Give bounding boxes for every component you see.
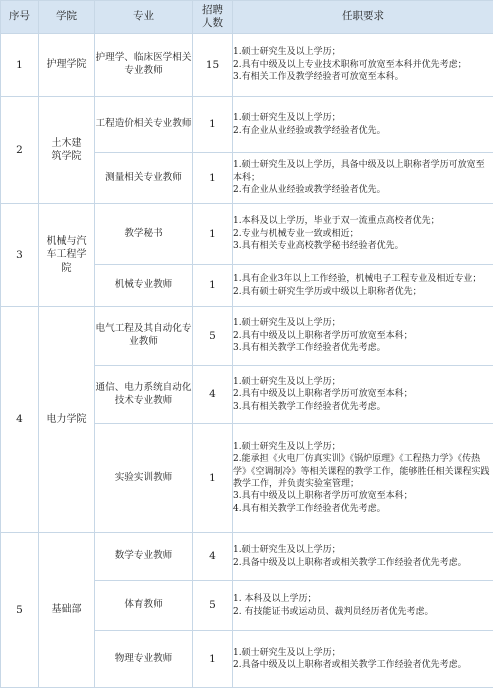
table-row [1,34,493,97]
requirement-line: 2.有企业从业经验或教学经验者优先。 [233,125,493,137]
cell-quota: 5 [193,307,233,366]
requirement-line: 2.具备中级及以上职称者或相关教学工作经验者优先考虑。 [233,659,493,671]
requirement-line: 1.硕士研究生及以上学历； [233,317,493,329]
cell-requirements [233,631,493,688]
cell-quota: 1 [193,265,233,307]
cell-quota: 5 [193,581,233,631]
cell-college: 土木建筑学院 [39,97,95,204]
requirement-line: 3.具有相关教学工作经验者优先考虑。 [233,401,493,413]
requirement-line: 2.具有中级及以上职称者学历可放宽至本科； [233,388,493,400]
requirement-line: 2. 有技能证书或运动员、裁判员经历者优先考虑。 [233,606,493,618]
cell-major: 物理专业教师 [95,631,193,688]
requirement-line: 1.硕士研究生及以上学历； [233,376,493,388]
cell-requirements [233,307,493,366]
requirement-line: 3.具有相关教学工作经验者优先考虑。 [233,342,493,354]
cell-major: 机械专业教师 [95,265,193,307]
requirement-line: 4.具有相关教学工作经验者优先考虑。 [233,503,493,515]
requirement-line: 2.具有硕士研究生学历或中级以上职称者优先； [233,286,493,298]
cell-requirements [233,153,493,204]
requirement-line: 2.能承担《火电厂仿真实训》《锅炉原理》《工程热力学》《传热学》《空调制冷》等相关课程的教学工作，能够胜任相关课程实践教学工作，并负责实验室管理； [233,453,493,490]
requirement-line: 1.硕士研究生及以上学历； [233,112,493,124]
requirement-line: 1.硕士研究生及以上学历； [233,544,493,556]
cell-index: 3 [1,204,39,307]
requirement-line: 3.有相关工作及教学经验者可放宽至本科。 [233,71,493,83]
cell-college: 基础部 [39,533,95,688]
cell-quota: 1 [193,631,233,688]
cell-requirements [233,97,493,153]
cell-major: 护理学、临床医学相关专业教师 [95,34,193,97]
cell-requirements [233,424,493,533]
requirement-line: 1.具有企业3年以上工作经验，机械电子工程专业及相近专业； [233,273,493,285]
cell-major: 工程造价相关专业教师 [95,97,193,153]
table-row [1,97,493,153]
cell-index: 4 [1,307,39,533]
cell-quota: 4 [193,533,233,581]
table-row [1,533,493,581]
table-row [1,307,493,366]
cell-index: 1 [1,34,39,97]
cell-quota: 1 [193,97,233,153]
cell-major: 体育教师 [95,581,193,631]
requirement-line: 3.具有中级及以上职称者学历可放宽至本科； [233,490,493,502]
cell-major: 测量相关专业教师 [95,153,193,204]
cell-requirements [233,533,493,581]
requirement-line: 2.专业与机械专业一致或相近； [233,228,493,240]
cell-index: 2 [1,97,39,204]
cell-college: 护理学院 [39,34,95,97]
requirement-line: 1. 本科及以上学历； [233,593,493,605]
cell-quota: 1 [193,153,233,204]
requirement-line: 2.有企业从业经验或教学经验者优先。 [233,184,493,196]
requirement-line: 2.具有中级及以上职称者学历可放宽至本科； [233,330,493,342]
requirement-line: 1.硕士研究生及以上学历，具备中级及以上职称者学历可放宽至本科； [233,159,493,184]
table-body [1,34,493,688]
requirement-line: 3.具有相关专业高校教学秘书经验者优先。 [233,240,493,252]
cell-quota: 4 [193,366,233,424]
table-row [1,204,493,265]
cell-requirements [233,366,493,424]
requirement-line: 1.本科及以上学历，毕业于双一流重点高校者优先； [233,215,493,227]
cell-requirements [233,581,493,631]
cell-major: 通信、电力系统自动化技术专业教师 [95,366,193,424]
requirement-line: 1.硕士研究生及以上学历； [233,46,493,58]
cell-college: 电力学院 [39,307,95,533]
header-index: 序号 [1,1,39,34]
cell-quota: 15 [193,34,233,97]
header-major: 专业 [95,1,193,34]
cell-quota: 1 [193,204,233,265]
requirement-line: 1.硕士研究生及以上学历； [233,647,493,659]
cell-college: 机械与汽车工程学院 [39,204,95,307]
cell-major: 电气工程及其自动化专业教师 [95,307,193,366]
requirement-line: 2.具有中级及以上专业技术职称可放宽至本科并优先考虑； [233,59,493,71]
cell-requirements [233,34,493,97]
requirement-line: 1.硕士研究生及以上学历； [233,441,493,453]
cell-index: 5 [1,533,39,688]
cell-major: 实验实训教师 [95,424,193,533]
cell-requirements [233,265,493,307]
header-requirements: 任职要求 [233,1,493,34]
table-header-row [1,1,493,34]
cell-quota: 1 [193,424,233,533]
header-college: 学院 [39,1,95,34]
requirement-line: 2.具备中级及以上职称者或相关教学工作经验者优先考虑。 [233,557,493,569]
header-quota: 招聘人数 [193,1,233,34]
cell-major: 数学专业教师 [95,533,193,581]
cell-major: 教学秘书 [95,204,193,265]
cell-requirements [233,204,493,265]
